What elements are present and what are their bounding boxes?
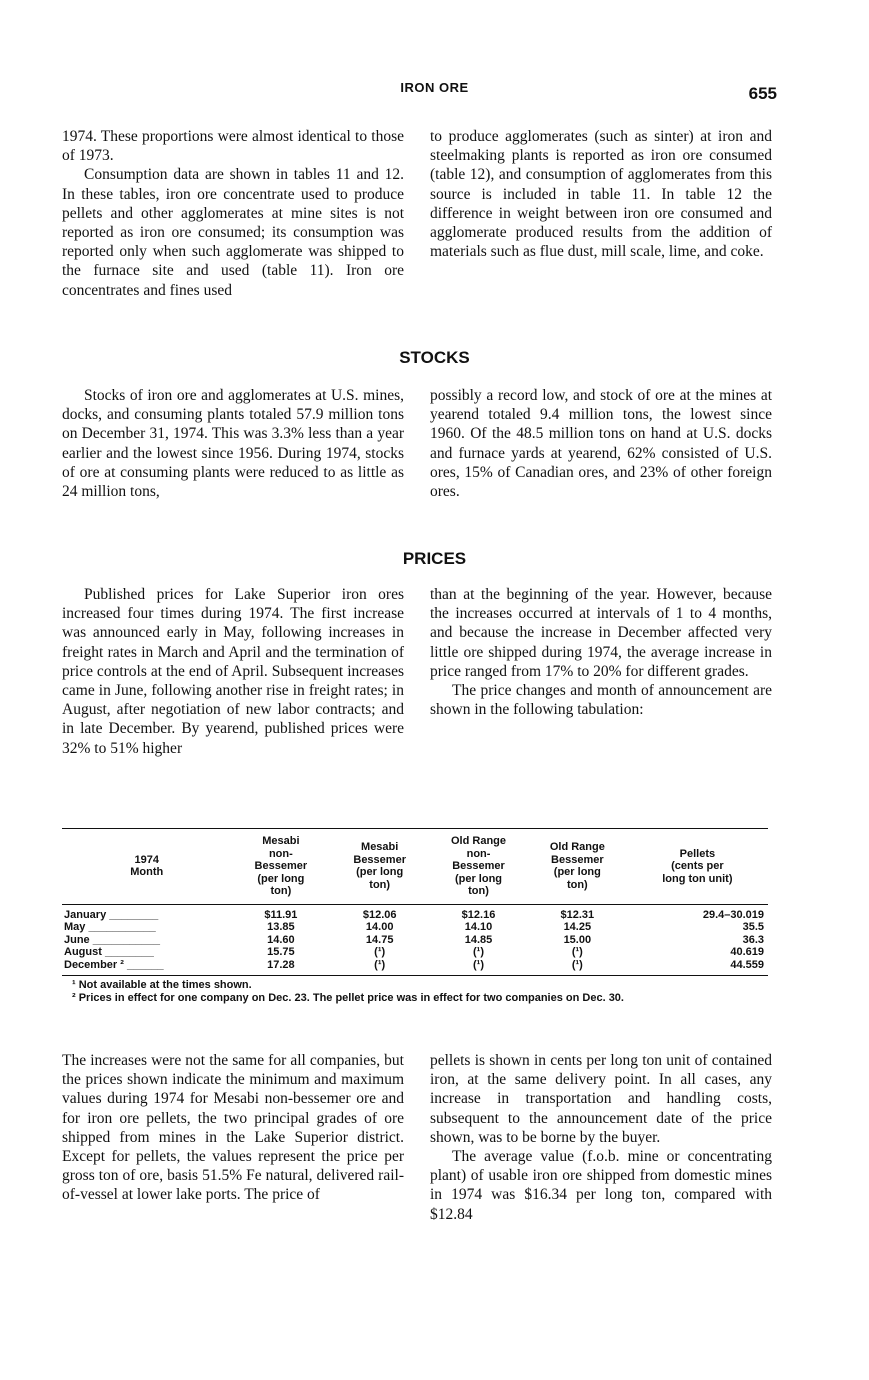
stocks-heading: STOCKS bbox=[399, 348, 470, 367]
stocks-section bbox=[62, 386, 772, 501]
value-cell: (¹) bbox=[571, 946, 583, 958]
intro-section bbox=[62, 127, 772, 300]
value-cell: 14.00 bbox=[365, 921, 394, 933]
running-head: IRON ORE bbox=[400, 80, 469, 95]
value-cell: $12.06 bbox=[362, 908, 397, 921]
table-rule bbox=[62, 975, 768, 976]
value-cell: $12.16 bbox=[461, 908, 496, 921]
value-cell: 44.559 bbox=[730, 958, 764, 971]
paragraph: Published prices for Lake Superior iron ores increased four times during 1974. The first increase was announced early in May, following increases in freight rates in March and April and the termination of price controls at the end of April. Subsequent increases came in June, following another rise in freight rates; in August, after negotiation of new labor contracts; and in late December. By yearend, published prices were 32% to 51% higher bbox=[62, 586, 404, 757]
value-cell: 17.28 bbox=[267, 958, 295, 971]
prices-right-column bbox=[430, 585, 772, 758]
column-header-pellets: Pellets (cents per long ton unit) bbox=[662, 847, 733, 885]
closing-left-column bbox=[62, 1051, 404, 1224]
month-cell: June ___________ bbox=[64, 933, 161, 946]
intro-left-column bbox=[62, 127, 404, 300]
footnote: ¹ Not available at the times shown. bbox=[72, 979, 252, 991]
column-header-old-range-bessemer: Old Range Bessemer (per long ton) bbox=[549, 841, 605, 891]
column-header-month: 1974 Month bbox=[130, 853, 164, 879]
value-cell: 14.25 bbox=[563, 921, 592, 933]
price-table bbox=[62, 828, 768, 1004]
paragraph: Consumption data are shown in tables 11 and 12. In these tables, iron ore concentrate used to produce pellets and other agglomerates at mine sites is not reported as iron ore consumed; its consumption was reported only when such agglomerate was shipped to the furnace site and used (table 11). Iron ore concentrates and fines used bbox=[62, 166, 404, 299]
table-row bbox=[62, 946, 768, 959]
paragraph: than at the beginning of the year. However, because the increases occurred at intervals of 1 to 4 months, and because the increase in December affected very little ore shipped during 1974, the average increase in price ranged from 17% to 20% for different grades. bbox=[430, 586, 772, 680]
closing-section bbox=[62, 1051, 772, 1224]
footnote: ² Prices in effect for one company on Dec. 23. The pellet price was in effect for two companies on Dec. 30. bbox=[72, 991, 624, 1004]
paragraph: The price changes and month of announcement are shown in the following tabulation: bbox=[430, 682, 772, 719]
paragraph: 1974. These proportions were almost identical to those of 1973. bbox=[62, 128, 404, 165]
value-cell: 15.00 bbox=[563, 933, 592, 946]
value-cell: 14.85 bbox=[464, 933, 493, 946]
month-cell: May ___________ bbox=[64, 921, 156, 933]
paragraph: The average value (f.o.b. mine or concentrating plant) of usable iron ore shipped from domestic mines in 1974 was $16.34 per long ton, compared with $12.84 bbox=[430, 1148, 772, 1223]
value-cell: 35.5 bbox=[742, 921, 764, 933]
month-cell: January ________ bbox=[64, 908, 159, 921]
table-row bbox=[62, 921, 768, 934]
value-cell: (¹) bbox=[571, 958, 583, 971]
prices-left-column bbox=[62, 585, 404, 758]
value-cell: 14.10 bbox=[464, 921, 493, 933]
value-cell: (¹) bbox=[374, 946, 386, 958]
page-number: 655 bbox=[748, 84, 777, 103]
value-cell: 36.3 bbox=[742, 933, 764, 946]
stocks-right-column bbox=[430, 386, 772, 501]
value-cell: 13.85 bbox=[267, 921, 295, 933]
intro-right-column bbox=[430, 127, 772, 300]
column-header-old-range-non-bessemer: Old Range non- Bessemer (per long ton) bbox=[451, 835, 507, 897]
paragraph: to produce agglomerates (such as sinter) at iron and steelmaking plants is reported as iron ore consumed (table 12), and consumption of agglomerates from this source is included in table 11. In table 12 the difference in weight between iron ore consumed and agglomerate produced results from the addition of materials such as flue dust, mill scale, lime, and coke. bbox=[430, 128, 772, 261]
table-row bbox=[62, 959, 768, 976]
value-cell: $12.31 bbox=[560, 908, 595, 921]
table-footnotes bbox=[62, 979, 768, 1004]
column-header-mesabi-non-bessemer: Mesabi non- Bessemer (per long ton) bbox=[254, 835, 308, 897]
month-cell: August ________ bbox=[64, 946, 154, 958]
table-row bbox=[62, 934, 768, 947]
value-cell: (¹) bbox=[374, 958, 386, 971]
value-cell: 29.4–30.019 bbox=[702, 908, 764, 921]
closing-right-column bbox=[430, 1051, 772, 1224]
price-tabulation bbox=[62, 829, 768, 975]
paragraph: pellets is shown in cents per long ton unit of contained iron, at the same delivery point. In all cases, any increase in transportation and handling costs, subsequent to the announcement date of the price shown, was to be borne by the buyer. bbox=[430, 1052, 772, 1146]
prices-heading: PRICES bbox=[402, 549, 467, 568]
value-cell: 15.75 bbox=[267, 946, 295, 958]
table-row bbox=[62, 905, 768, 922]
value-cell: 40.619 bbox=[730, 946, 764, 958]
prices-section bbox=[62, 585, 772, 758]
paragraph: Stocks of iron ore and agglomerates at U.S. mines, docks, and consuming plants totaled 57.9 million tons on December 31, 1974. This was 3.3% less than a year earlier and the lowest since 1956. During 1974, stocks of ore at consuming plants were reduced to as little as 24 million tons, bbox=[62, 387, 404, 501]
column-header-mesabi-bessemer: Mesabi Bessemer (per long ton) bbox=[353, 841, 406, 891]
paragraph: possibly a record low, and stock of ore at the mines at yearend totaled 9.4 million tons, the lowest since 1960. Of the 48.5 million tons on hand at U.S. docks and furnace yards at yearend, 62% consisted of U.S. ores, 15% of Canadian ores, and 23% of other foreign ores. bbox=[430, 387, 772, 501]
month-cell: December ² ______ bbox=[64, 958, 164, 971]
stocks-left-column bbox=[62, 386, 404, 501]
value-cell: 14.75 bbox=[365, 933, 394, 946]
paragraph: The increases were not the same for all companies, but the prices shown indicate the minimum and maximum values during 1974 for Mesabi non-bessemer ore and for iron ore pellets, the two principal grades of ore shipped from mines in the Lake Superior district. Except for pellets, the values represent the price per gross ton of ore, basis 51.5% Fe natural, delivered rail-of-vessel at lower lake ports. The price of bbox=[62, 1052, 404, 1204]
value-cell: 14.60 bbox=[267, 933, 295, 946]
value-cell: (¹) bbox=[473, 946, 484, 958]
value-cell: $11.91 bbox=[264, 908, 298, 921]
value-cell: (¹) bbox=[473, 958, 484, 971]
